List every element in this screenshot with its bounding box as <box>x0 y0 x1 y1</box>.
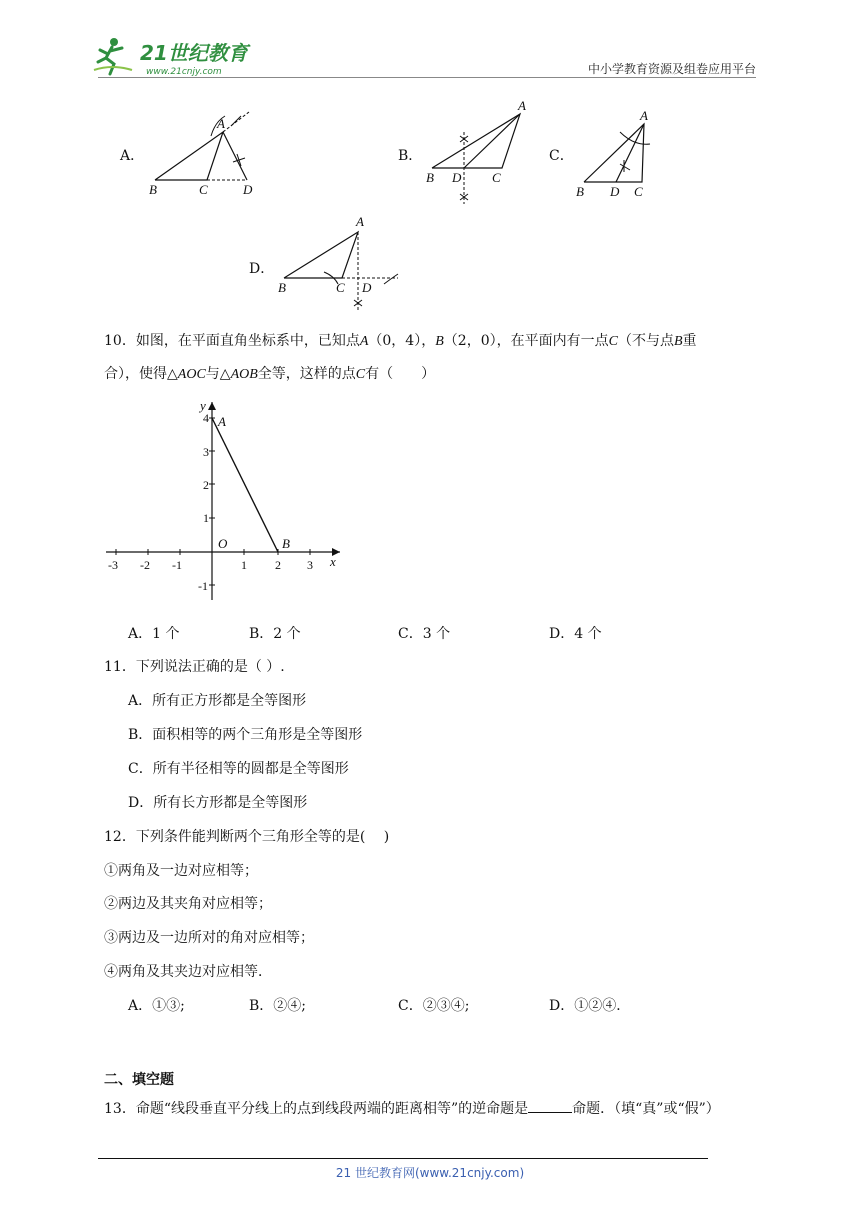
svg-text:D: D <box>452 170 462 185</box>
y-tick-label: 1 <box>203 511 209 525</box>
svg-text:C: C <box>199 182 208 197</box>
header-divider <box>98 77 756 78</box>
x-tick-label: -1 <box>172 558 182 572</box>
svg-text:C: C <box>492 170 501 185</box>
q9-option-b-label: B． <box>398 148 423 164</box>
y-axis-label: y <box>200 398 206 413</box>
svg-text:A: A <box>356 214 364 229</box>
x-tick-label: -2 <box>140 558 150 572</box>
q10-option-d: D．4 个 <box>549 626 602 642</box>
svg-text:B: B <box>426 170 434 185</box>
q10-stem-line2: 合），使得△AOC与△AOB全等，这样的点C有（ ） <box>104 366 436 382</box>
y-axis-arrow <box>208 402 216 410</box>
x-tick-label: -3 <box>108 558 118 572</box>
q10-option-c: C．3 个 <box>398 626 451 642</box>
svg-text:C: C <box>634 184 643 199</box>
q10-stem-line1: 10．如图，在平面直角坐标系中，已知点A（0，4），B（2，0），在平面内有一点C（不与点B重 <box>104 333 697 349</box>
svg-text:A: A <box>518 98 526 113</box>
q9-option-c-label: C． <box>549 148 574 164</box>
q12-option-c: C．②③④; <box>398 998 470 1014</box>
brand-name: 21世纪教育 <box>140 41 248 65</box>
point-b-label: B <box>282 536 290 551</box>
q12-option-b: B．②④; <box>249 998 307 1014</box>
footer-link[interactable]: 21 世纪教育网(www.21cnjy.com) <box>335 1166 525 1180</box>
q12-condition-2: ②两边及其夹角对应相等； <box>104 896 272 912</box>
q12-option-a: A．①③; <box>128 998 185 1014</box>
runner-icon <box>94 38 132 74</box>
footer-divider <box>98 1158 708 1159</box>
point-a-label: A <box>218 414 226 429</box>
q12-condition-1: ①两角及一边对应相等； <box>104 863 258 879</box>
q12-condition-3: ③两边及一边所对的角对应相等； <box>104 930 314 946</box>
svg-text:A: A <box>640 108 648 123</box>
q12-condition-4: ④两角及其夹边对应相等． <box>104 964 272 980</box>
q11-option-a: A．所有正方形都是全等图形 <box>128 693 307 709</box>
svg-text:B: B <box>278 280 286 295</box>
svg-text:A: A <box>217 116 225 131</box>
q13-stem: 13．命题“线段垂直平分线上的点到线段两端的距离相等”的逆命题是 命题．（填“真”或“假”） <box>104 1098 720 1119</box>
x-tick-label: 3 <box>307 558 313 572</box>
q9-option-d-label: D． <box>249 261 275 277</box>
q9-figure-d <box>272 212 412 316</box>
brand-logo <box>92 34 272 78</box>
svg-text:D: D <box>243 182 253 197</box>
q11-stem: 11．下列说法正确的是（ ）. <box>104 659 285 675</box>
y-tick-label: -1 <box>198 579 208 593</box>
q11-option-c: C．所有半径相等的圆都是全等图形 <box>128 761 349 777</box>
svg-text:D: D <box>610 184 620 199</box>
q9-figure-b <box>420 98 540 210</box>
segment-ab <box>212 418 278 552</box>
q11-option-b: B．面积相等的两个三角形是全等图形 <box>128 727 363 743</box>
platform-name: 中小学教育资源及组卷应用平台 <box>587 62 756 76</box>
brand-url: www.21cnjy.com <box>146 67 222 77</box>
q12-stem: 12．下列条件能判断两个三角形全等的是( ) <box>104 829 390 845</box>
q13-answer-blank[interactable] <box>528 1098 572 1113</box>
q10-option-a: A．1 个 <box>128 626 180 642</box>
q11-option-d: D．所有长方形都是全等图形 <box>128 795 308 811</box>
q10-option-b: B．2 个 <box>249 626 301 642</box>
y-tick-label: 2 <box>203 478 209 492</box>
y-tick-label: 3 <box>203 445 209 459</box>
x-tick-label: 2 <box>275 558 281 572</box>
svg-text:D: D <box>362 280 372 295</box>
q9-figure-a <box>145 108 265 198</box>
q9-figure-c <box>572 108 662 200</box>
coordinate-plot <box>100 394 350 608</box>
y-tick-label: 4 <box>203 411 209 425</box>
origin-label: O <box>218 536 228 551</box>
q12-option-d: D．①②④． <box>549 998 631 1014</box>
x-tick-label: 1 <box>241 558 247 572</box>
svg-text:C: C <box>336 280 345 295</box>
svg-text:B: B <box>149 182 157 197</box>
section-heading-fill-in: 二、填空题 <box>104 1072 174 1088</box>
x-axis-label: x <box>330 554 336 569</box>
svg-text:B: B <box>576 184 584 199</box>
q9-option-a-label: A． <box>120 148 145 164</box>
